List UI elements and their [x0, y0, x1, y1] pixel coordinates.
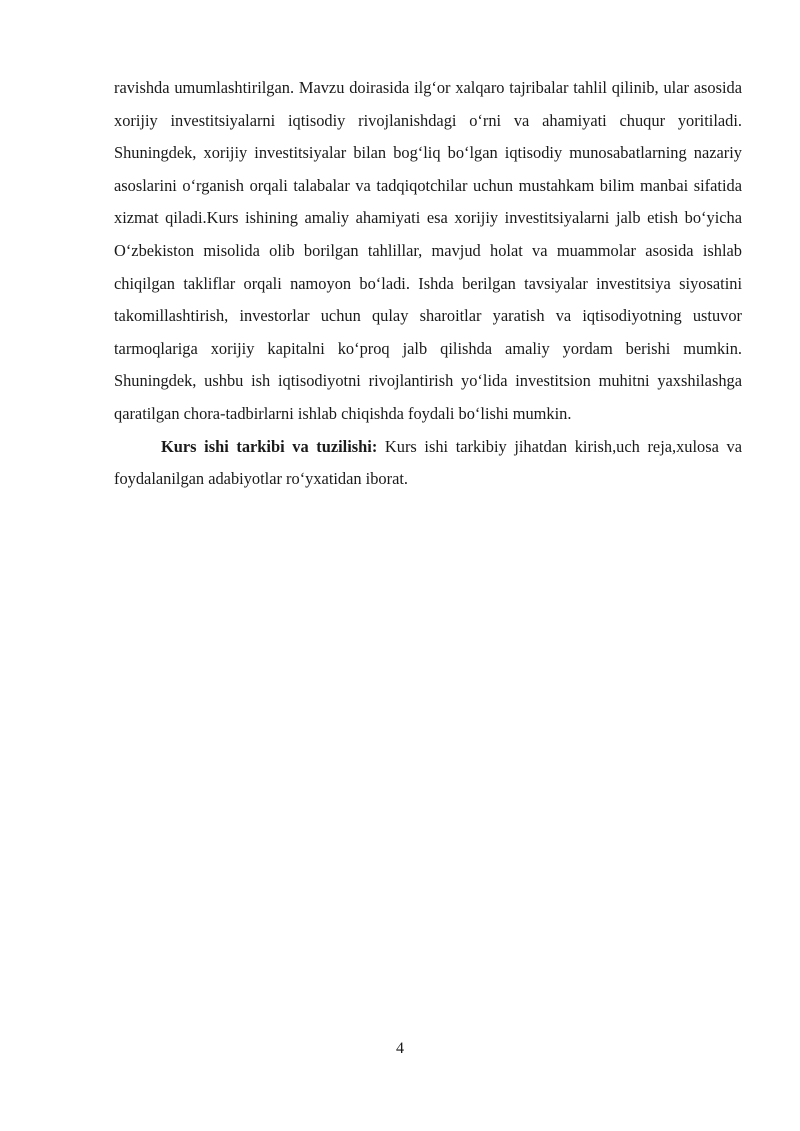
paragraph-heading: Kurs ishi tarkibi va tuzilishi:: [161, 436, 378, 456]
paragraph-body: Kurs ishi tarkibiy jihatdan kirish,uch reja,xulosa va foydalanilgan adabiyotlar ro‘yxatidan iborat.: [114, 436, 742, 489]
paragraph-continuation: ravishda umumlashtirilgan. Mavzu doirasida ilg‘or xalqaro tajribalar tahlil qilinib, ular asosida xorijiy investitsiyalarni iqtisodiy rivojlanishdagi o‘rni va ahamiyati chuqur yoritiladi. Shuningdek, xorijiy investitsiyalar bilan bog‘liq bo‘lgan iqtisodiy munosabatlarning nazariy asoslarini o‘rganish orqali talabalar va tadqiqotchilar uchun mustahkam bilim manbai sifatida xizmat qiladi.Kurs ishining amaliy ahamiyati esa xorijiy investitsiyalarni jalb etish bo‘yicha O‘zbekiston misolida olib borilgan tahlillar, mavjud holat va muammolar asosida ishlab chiqilgan takliflar orqali namoyon bo‘ladi. Ishda berilgan tavsiyalar investitsiya siyosatini takomillashtirish, investorlar uchun qulay sharoitlar yaratish va iqtisodiyotning ustuvor tarmoqlariga xorijiy kapitalni ko‘proq jalb qilishda amaliy yordam berishi mumkin. Shuningdek, ushbu ish iqtisodiyotni rivojlantirish yo‘lida investitsion muhitni yaxshilashga qaratilgan chora-tadbirlarni ishlab chiqishda foydali bo‘lishi mumkin.: [114, 78, 742, 423]
body-text: [114, 72, 742, 496]
page-number: 4: [396, 1040, 404, 1057]
paragraph-structure: [114, 431, 742, 496]
